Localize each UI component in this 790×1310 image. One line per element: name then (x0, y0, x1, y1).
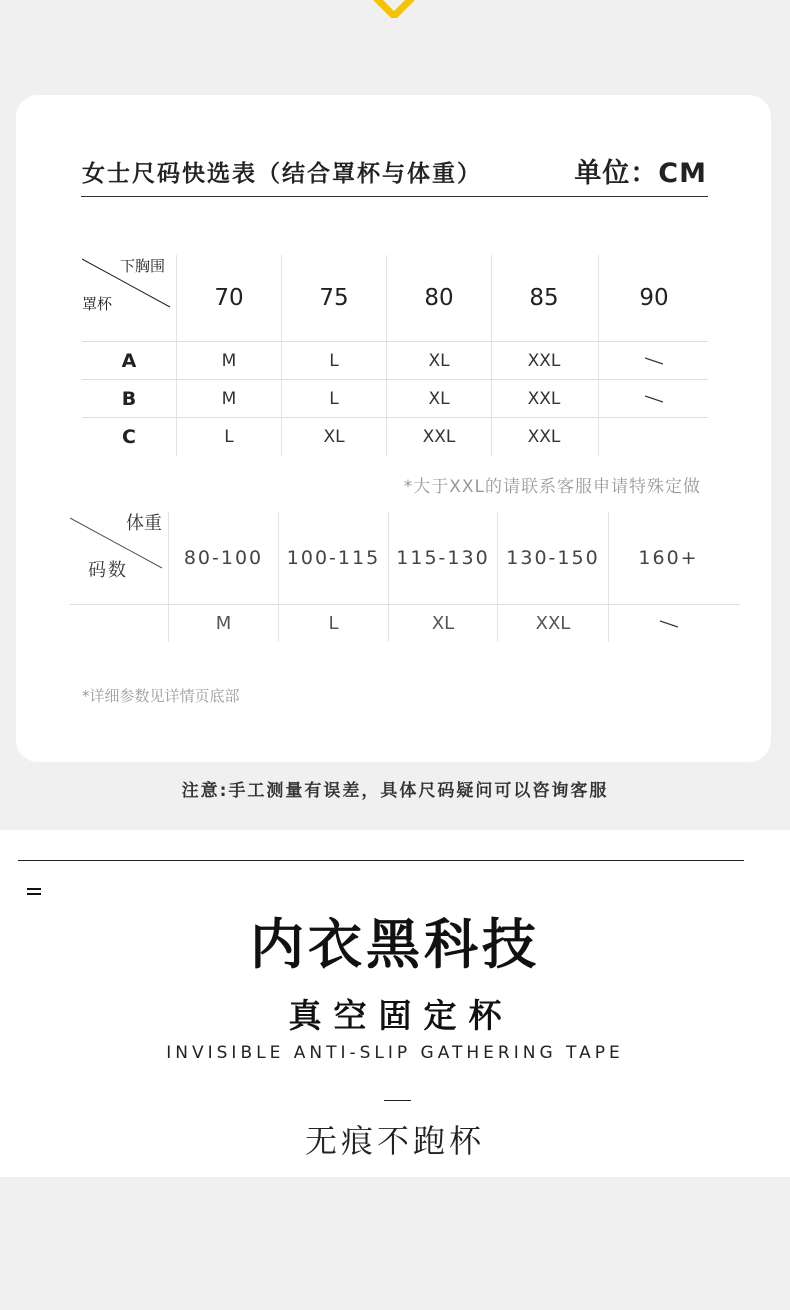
size-cell: L (328, 613, 339, 634)
band-75: 75 (319, 285, 349, 311)
detail-note: *详细参数见详情页底部 (82, 687, 240, 705)
cup-header: 罩杯 (82, 295, 113, 313)
measurement-footnote: 注意:手工测量有误差，具体尺码疑问可以咨询客服 (181, 781, 609, 801)
menu-icon (27, 888, 41, 898)
weight-header: 体重 (126, 513, 162, 534)
cup-label: A (121, 349, 137, 372)
cup-table-header (82, 255, 708, 342)
band-header: 下胸围 (120, 257, 166, 275)
size-cell: M (215, 613, 232, 634)
size-cell: M (221, 388, 237, 409)
title-divider (81, 196, 708, 197)
table-row (82, 342, 708, 380)
size-cell: L (329, 350, 339, 371)
feature-section (0, 830, 790, 1177)
weight-range: 100-115 (286, 547, 381, 569)
feature-tagline: 无痕不跑杯 (304, 1122, 485, 1160)
feature-english: INVISIBLE ANTI-SLIP GATHERING TAPE (166, 1043, 624, 1063)
size-cell: XXL (422, 427, 456, 447)
size-cell: XXL (527, 427, 561, 447)
band-85: 85 (529, 285, 559, 311)
chart-title: 女士尺码快选表（结合罩杯与体重） (82, 161, 482, 187)
size-cell: XXL (527, 388, 561, 409)
feature-subtitle: 真空固定杯 (288, 996, 514, 1035)
size-chart-card (16, 95, 771, 762)
size-cell: XL (431, 613, 455, 634)
large-size-note: *大于XXL的请联系客服申请特殊定做 (403, 477, 701, 497)
table-row (82, 418, 708, 456)
weight-table-header (70, 512, 740, 605)
weight-range: 80-100 (183, 547, 264, 569)
size-header: 码数 (88, 560, 128, 581)
band-90: 90 (639, 285, 669, 311)
size-cell: L (329, 388, 339, 409)
not-available-mark (599, 342, 709, 379)
weight-range: 130-150 (506, 547, 600, 569)
short-divider (384, 1100, 411, 1101)
cup-label: B (121, 387, 137, 410)
size-cell: M (221, 350, 237, 371)
band-70: 70 (214, 285, 244, 311)
not-available-mark (609, 605, 728, 642)
size-cell: XL (428, 350, 450, 371)
size-cell: XXL (535, 613, 571, 634)
weight-range: 160+ (638, 547, 699, 569)
cup-size-table (82, 255, 708, 456)
size-cell: XL (428, 388, 450, 409)
table-row (82, 380, 708, 418)
size-cell: L (224, 427, 234, 447)
band-80: 80 (424, 285, 454, 311)
weight-size-table (70, 512, 740, 642)
not-available-mark (599, 380, 709, 417)
section-divider (18, 860, 744, 861)
size-cell: XL (323, 427, 345, 447)
cup-label: C (122, 426, 136, 448)
size-cell: XXL (527, 350, 561, 371)
weight-range: 115-130 (396, 547, 490, 569)
chevron-down-icon (372, 0, 416, 18)
feature-title: 内衣黑科技 (250, 913, 540, 976)
table-row (70, 605, 740, 642)
unit-label: 单位：CM (574, 158, 707, 189)
